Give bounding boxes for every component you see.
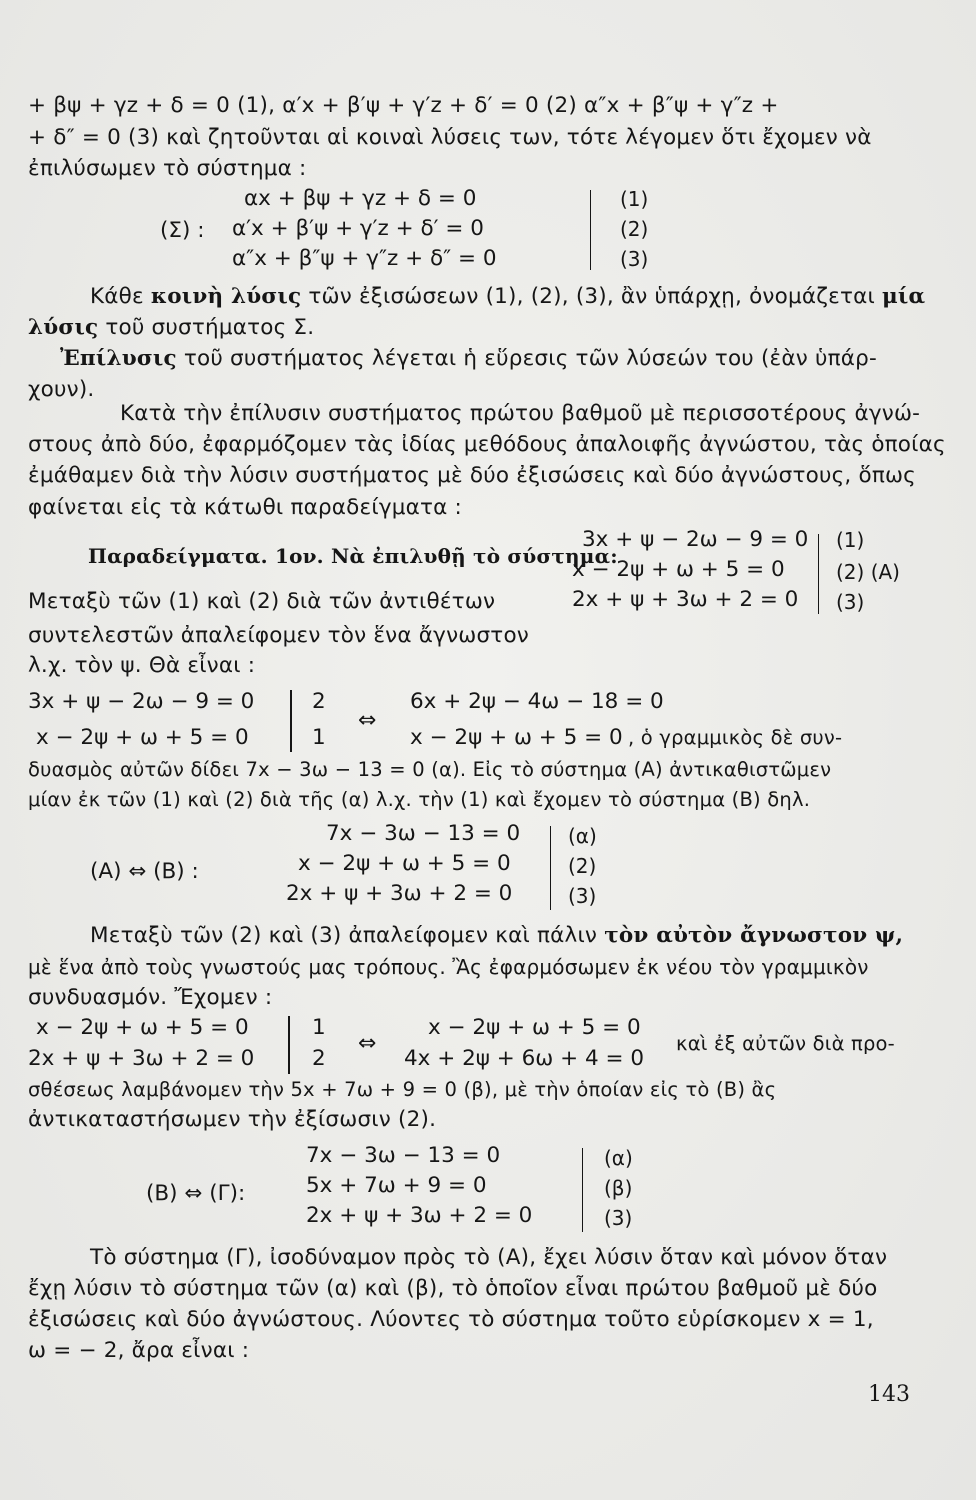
combo2-right-1: x − 2ψ + ω + 5 = 0 — [428, 1015, 641, 1040]
between-line-3: λ.χ. τὸν ψ. Θὰ εἶναι : — [28, 653, 256, 678]
system-a-eq-3: 2x + ψ + 3ω + 2 = 0 — [572, 587, 799, 612]
combo1-left-1: 3x + ψ − 2ω − 9 = 0 — [28, 689, 255, 714]
conclusion-line-4: ω = − 2, ἄρα εἶναι : — [28, 1338, 250, 1363]
conclusion-line-1: Τὸ σύστημα (Γ), ἰσοδύναμον πρὸς τὸ (Α), ἔχει λύσιν ὅταν καὶ μόνον ὅταν — [90, 1245, 888, 1270]
system-a-eq-2: x − 2ψ + ω + 5 = 0 — [572, 557, 785, 582]
combo1-left-2: x − 2ψ + ω + 5 = 0 — [36, 725, 249, 750]
system-c-eq-1: 7x − 3ω − 13 = 0 — [306, 1143, 501, 1168]
system-b-eq-1: 7x − 3ω − 13 = 0 — [326, 821, 521, 846]
common-bold-2: μία — [881, 284, 926, 309]
combo2-left-1: x − 2ψ + ω + 5 = 0 — [36, 1015, 249, 1040]
combo2-after-1: σθέσεως λαμβάνομεν τὴν 5x + 7ω + 9 = 0 (β), μὲ τὴν ὁποίαν εἰς τὸ (Β) ἂς — [28, 1078, 777, 1101]
system-b-tag-3: (3) — [568, 884, 597, 908]
solution-bold: λύσις — [28, 315, 99, 340]
combo2-divider — [288, 1016, 290, 1074]
conclusion-line-2: ἔχῃ λύσιν τὸ σύστημα τῶν (α) καὶ (β), τὸ ὁποῖον εἶναι πρώτου βαθμοῦ μὲ δύο — [28, 1276, 878, 1301]
solve-line-2: χουν). — [28, 377, 95, 402]
system-b-tag-2: (2) — [568, 854, 597, 878]
combo2-after-2: ἀντικαταστήσωμεν τὴν ἐξίσωσιν (2). — [28, 1107, 437, 1132]
solve-bold: Ἐπίλυσις — [60, 346, 177, 371]
combo1-equiv-arrow: ⇔ — [358, 708, 377, 733]
between23-line-1 — [90, 922, 903, 950]
combo1-after-2: μίαν ἐκ τῶν (1) καὶ (2) διὰ τῆς (α) λ.χ. τὴν (1) καὶ ἔχομεν τὸ σύστημα (Β) δηλ. — [28, 788, 811, 811]
system-b-eq-2: x − 2ψ + ω + 5 = 0 — [298, 851, 511, 876]
method-line-1: Κατὰ τὴν ἐπίλυσιν συστήματος πρώτου βαθμοῦ μὲ περισσοτέρους ἀγνώ- — [120, 401, 921, 426]
system-b-eq-3: 2x + ψ + 3ω + 2 = 0 — [286, 881, 513, 906]
page-number: 143 — [868, 1382, 910, 1407]
solve-post: τοῦ συστήματος λέγεται ἡ εὕρεσις τῶν λύσεών του (ἐὰν ὑπάρ- — [176, 346, 877, 371]
system-b-brace — [550, 826, 551, 910]
combo2-trail: καὶ ἐξ αὐτῶν διὰ προ- — [676, 1032, 895, 1055]
system-b-tag-1: (α) — [568, 824, 597, 848]
sigma-eq-1: αx + βψ + γz + δ = 0 — [244, 186, 477, 211]
conclusion-line-3: ἐξισώσεις καὶ δύο ἀγνώστους. Λύοντες τὸ σύστημα τοῦτο εὑρίσκομεν x = 1, — [28, 1307, 874, 1332]
system-a-eq-1: 3x + ψ − 2ω − 9 = 0 — [582, 527, 809, 552]
intro-line-1: + βψ + γz + δ = 0 (1), α′x + β′ψ + γ′z + δ′ = 0 (2) α″x + β″ψ + γ″z + — [28, 93, 779, 118]
sigma-tag-2: (2) — [620, 217, 649, 241]
common-bold: κοινὴ λύσις — [150, 284, 302, 309]
combo2-right-2: 4x + 2ψ + 6ω + 4 = 0 — [404, 1046, 645, 1071]
system-a-brace — [818, 534, 819, 614]
combo2-mult-1: 1 — [312, 1015, 326, 1040]
combo1-divider — [290, 690, 292, 752]
combo1-right-2: x − 2ψ + ω + 5 = 0 — [410, 725, 623, 750]
system-c-tag-3: (3) — [604, 1206, 633, 1230]
combo2-left-2: 2x + ψ + 3ω + 2 = 0 — [28, 1046, 255, 1071]
method-line-4: φαίνεται εἰς τὰ κάτωθι παραδείγματα : — [28, 495, 462, 520]
system-c-tag-1: (α) — [604, 1146, 633, 1170]
between23-line-2: μὲ ἕνα ἀπὸ τοὺς γνωστούς μας τρόπους. Ἂς ἐφαρμόσωμεν ἐκ νέου τὸν γραμμικὸν — [28, 955, 869, 979]
combo1-after-1: δυασμὸς αὐτῶν δίδει 7x − 3ω − 13 = 0 (α). Εἰς τὸ σύστημα (Α) ἀντικαθιστῶμεν — [28, 758, 832, 781]
sigma-brace — [590, 190, 591, 270]
common-solution-line — [90, 283, 925, 311]
system-c-brace — [582, 1148, 583, 1232]
between-line-2: συντελεστῶν ἀπαλείφομεν τὸν ἕνα ἄγνωστον — [28, 623, 530, 648]
sigma-tag-3: (3) — [620, 247, 649, 271]
system-b-label: (Α) ⇔ (Β) : — [90, 859, 199, 884]
combo2-equiv-arrow: ⇔ — [358, 1031, 377, 1056]
between-line-1: Μεταξὺ τῶν (1) καὶ (2) διὰ τῶν ἀντιθέτων — [28, 589, 496, 614]
between23-line-3: συνδυασμόν. Ἔχομεν : — [28, 985, 273, 1010]
example-heading: Παραδείγματα. 1ον. Νὰ ἐπιλυθῇ τὸ σύστημα: — [88, 544, 618, 568]
system-a-tag-3: (3) — [836, 590, 865, 614]
between23-pre: Μεταξὺ τῶν (2) καὶ (3) ἀπαλείφομεν καὶ πάλιν — [90, 923, 605, 948]
method-line-2: στους ἀπὸ δύο, ἐφαρμόζομεν τὰς ἰδίας μεθόδους ἀπαλοιφῆς ἀγνώστου, τὰς ὁποίας — [28, 432, 946, 457]
intro-line-3: ἐπιλύσωμεν τὸ σύστημα : — [28, 156, 307, 181]
method-line-3: ἐμάθαμεν διὰ τὴν λύσιν συστήματος μὲ δύο ἐξισώσεις καὶ δύο ἀγνώστους, ὅπως — [28, 463, 916, 488]
sigma-eq-3: α″x + β″ψ + γ″z + δ″ = 0 — [232, 246, 497, 271]
solution-post: τοῦ συστήματος Σ. — [98, 315, 315, 340]
system-c-eq-3: 2x + ψ + 3ω + 2 = 0 — [306, 1203, 533, 1228]
sigma-eq-2: α′x + β′ψ + γ′z + δ′ = 0 — [232, 216, 484, 241]
solution-line-2 — [28, 314, 314, 342]
common-post: τῶν ἐξισώσεων (1), (2), (3), ἂν ὑπάρχῃ, ὀνομάζεται — [301, 284, 882, 309]
combo1-trail: , ὁ γραμμικὸς δὲ συν- — [628, 726, 843, 749]
intro-line-2: + δ″ = 0 (3) καὶ ζητοῦνται αἱ κοιναὶ λύσεις των, τότε λέγομεν ὅτι ἔχομεν νὰ — [28, 125, 872, 150]
system-a-tag-2: (2) (A) — [836, 560, 900, 584]
solve-definition-line — [60, 345, 877, 373]
combo1-mult-2: 1 — [312, 725, 326, 750]
combo2-mult-2: 2 — [312, 1046, 326, 1071]
common-pre: Κάθε — [90, 284, 151, 309]
system-c-label: (Β) ⇔ (Γ): — [146, 1181, 246, 1206]
combo1-mult-1: 2 — [312, 689, 326, 714]
system-sigma-label: (Σ) : — [160, 218, 205, 243]
system-c-tag-2: (β) — [604, 1176, 633, 1200]
system-c-eq-2: 5x + 7ω + 9 = 0 — [306, 1173, 487, 1198]
combo1-right-1: 6x + 2ψ − 4ω − 18 = 0 — [410, 689, 664, 714]
sigma-tag-1: (1) — [620, 187, 649, 211]
between23-bold: τὸν αὐτὸν ἄγνωστον ψ, — [604, 923, 904, 948]
system-a-tag-1: (1) — [836, 528, 865, 552]
